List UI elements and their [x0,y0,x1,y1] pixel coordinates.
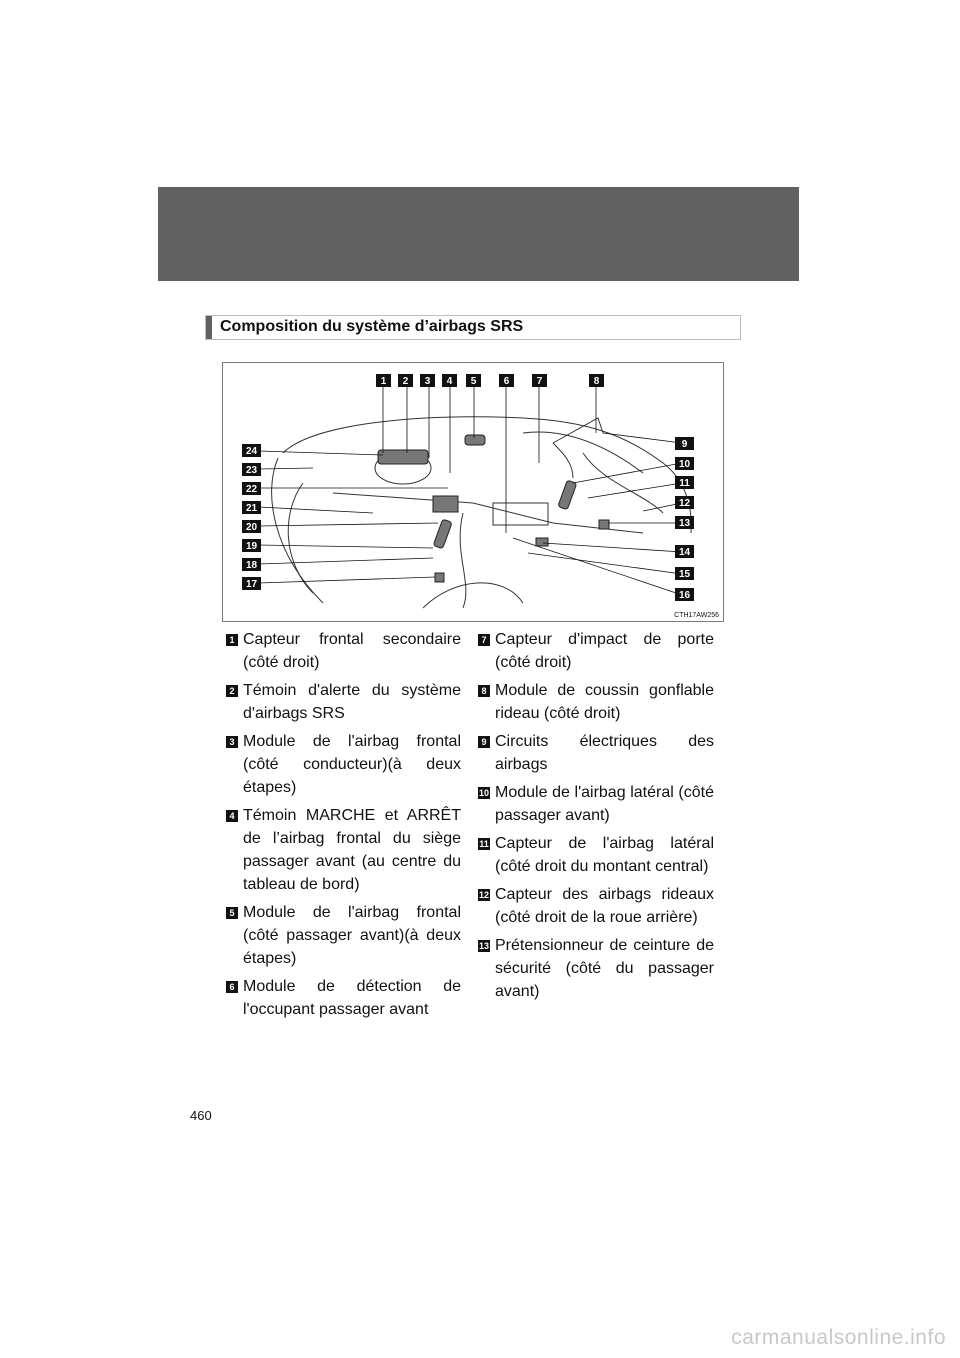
item-number-badge: 6 [226,981,238,993]
callout-21: 21 [245,503,258,514]
roof-line [283,417,691,533]
list-item [478,781,714,827]
callout-16: 16 [678,590,691,601]
item-number-badge: 2 [226,685,238,697]
list-item [478,679,714,725]
figure-code: CTH17AW256 [674,612,719,619]
item-label: Prétensionneur de ceinture de sécurité (côté du passager avant) [495,937,714,1000]
callout-8: 8 [593,376,600,387]
callout-17: 17 [245,579,258,590]
item-number-badge: 5 [226,907,238,919]
airbag-module-passenger [465,435,485,445]
item-label: Module de l'airbag latéral (côté passager avant) [495,784,714,824]
callout-15: 15 [678,569,691,580]
car-illustration [223,363,723,621]
list-item [226,804,461,896]
list-item [478,883,714,929]
seat-front-line [460,513,466,608]
callout-23: 23 [245,465,258,476]
item-number-badge: 12 [478,890,489,900]
item-number-badge: 9 [478,736,490,748]
item-label: Module de détection de l'occupant passager avant [243,978,461,1018]
callout-2: 2 [402,376,409,387]
callout-13: 13 [678,518,691,529]
list-item [226,628,461,674]
item-label: Capteur de l'airbag latéral (côté droit du montant central) [495,835,714,875]
callout-18: 18 [245,560,258,571]
list-item [226,730,461,799]
sensor-front-left [435,573,444,582]
item-label: Capteur frontal secondaire (côté droit) [243,631,461,671]
list-item [226,901,461,970]
airbag-ecu-unit [433,496,458,512]
item-number-badge: 7 [478,634,490,646]
item-label: Module de l'airbag frontal (côté conducteur)(à deux étapes) [243,733,461,796]
callout-14: 14 [678,547,691,558]
item-label: Témoin MARCHE et ARRÊT de l’airbag frontal du siège passager avant (au centre du tableau de bord) [243,807,461,893]
side-airbag-driver [433,519,452,549]
b-pillar-line [553,443,573,478]
callout-12: 12 [678,498,691,509]
list-item [478,730,714,776]
item-label: Module de l'airbag frontal (côté passager avant)(à deux étapes) [243,904,461,967]
callout-10: 10 [678,459,691,470]
legend-list-left [226,628,461,1026]
callout-11: 11 [679,478,690,489]
item-number-badge: 8 [478,685,490,697]
side-airbag-passenger [558,480,577,510]
callout-7: 7 [536,376,543,387]
floor-line [333,493,643,533]
list-item [478,628,714,674]
window-line [523,432,643,473]
seatbelt-pretensioner [599,520,609,529]
item-label: Circuits électriques des airbags [495,733,714,773]
legend-list-right [478,628,714,1008]
callout-1: 1 [380,376,387,387]
callout-22: 22 [245,484,258,495]
list-item [478,832,714,878]
list-item [226,975,461,1021]
callout-19: 19 [245,541,258,552]
item-number-badge: 4 [226,810,238,822]
item-number-badge: 1 [226,634,238,646]
header-band [158,187,799,281]
callout-9: 9 [681,439,688,450]
callout-4: 4 [446,376,453,387]
callout-5: 5 [470,376,477,387]
item-number-badge: 3 [226,736,238,748]
item-label: Témoin d'alerte du système d'airbags SRS [243,682,461,722]
airbag-system-diagram [222,362,724,622]
front-bumper-line [288,483,313,593]
rear-seat-line [583,453,663,513]
item-label: Module de coussin gonflable rideau (côté droit) [495,682,714,722]
item-label: Capteur d'impact de porte (côté droit) [495,631,714,671]
watermark: carmanualsonline.info [731,1326,946,1349]
airbag-module-driver [378,450,428,464]
item-number-badge: 10 [478,788,489,798]
section-title-bar [206,316,212,339]
sensor-center [536,538,548,546]
page-number: 460 [190,1108,212,1123]
callout-20: 20 [245,522,258,533]
item-number-badge: 13 [478,941,489,951]
list-item [478,934,714,1003]
center-console [493,503,548,525]
callout-6: 6 [503,376,510,387]
callout-3: 3 [424,376,431,387]
item-label: Capteur des airbags rideaux (côté droit de la roue arrière) [495,886,714,926]
callout-24: 24 [245,446,258,457]
item-number-badge: 11 [479,839,489,849]
section-title: Composition du système d’airbags SRS [220,318,524,335]
list-item [226,679,461,725]
section-title-box [205,315,741,340]
wheel-arch-line [423,583,523,608]
